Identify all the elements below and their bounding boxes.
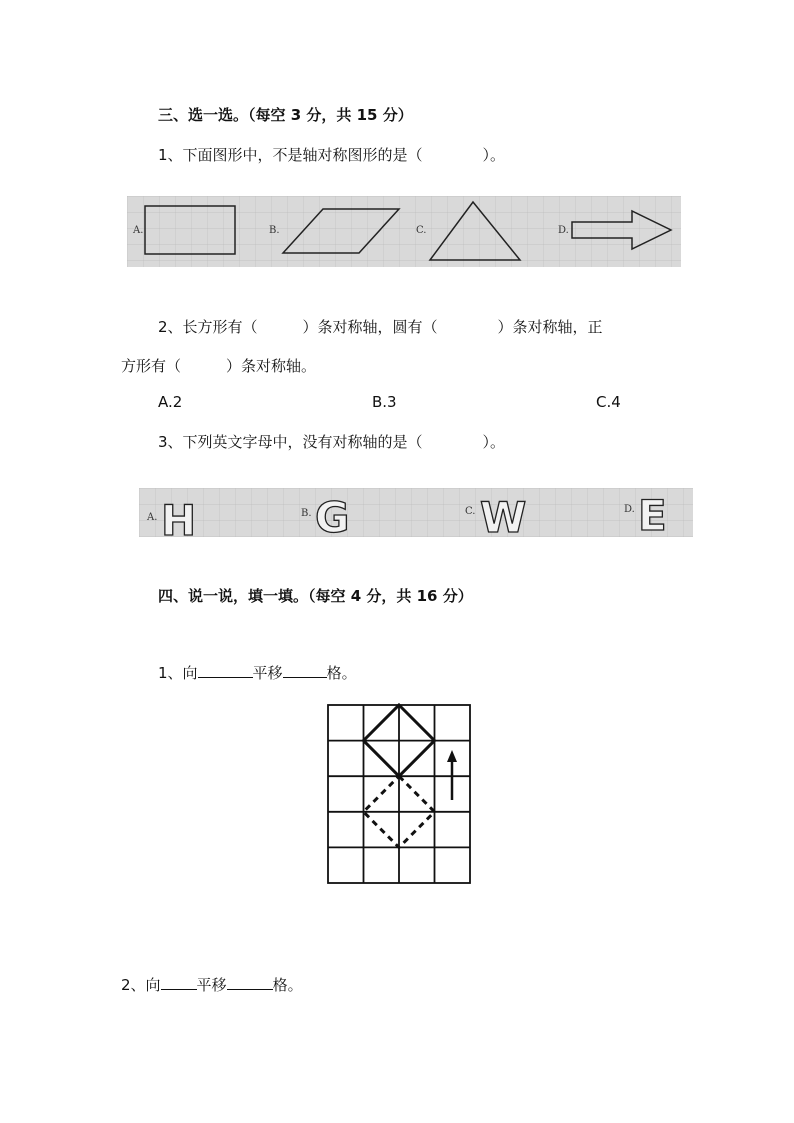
q2-option-a: A.2 <box>158 393 183 411</box>
option-d-label: D. <box>624 504 635 515</box>
option-b-label: B. <box>301 508 312 519</box>
q2-option-c: C.4 <box>596 393 621 411</box>
grid-lines <box>328 705 470 883</box>
s4-q2-suffix: 格。 <box>272 976 303 994</box>
section4-heading: 四、说一说，填一填。（每空 4 分，共 16 分） <box>158 587 473 605</box>
option-c-label: C. <box>416 225 427 236</box>
s4-q1-blank-direction[interactable] <box>198 662 253 678</box>
letter-e: E <box>638 491 667 537</box>
option-c-label: C. <box>465 506 476 517</box>
option-b-label: B. <box>269 225 280 236</box>
letter-h: H <box>161 496 197 537</box>
s4-q2-blank-direction[interactable] <box>161 974 197 990</box>
letter-w: W <box>480 493 527 537</box>
q2-line1: 2、长方形有（ ）条对称轴，圆有（ ）条对称轴，正 <box>158 318 603 336</box>
q3-text: 3、下列英文字母中，没有对称轴的是（ ）。 <box>158 433 506 451</box>
translation-grid-figure <box>318 702 474 886</box>
s4-q2-prefix: 2、向 <box>121 976 161 994</box>
s4-q1-mid: 平移 <box>252 664 283 682</box>
section3-heading: 三、选一选。（每空 3 分，共 15 分） <box>158 106 413 124</box>
s4-q1-blank-count[interactable] <box>283 662 327 678</box>
s4-q1-line <box>158 662 357 683</box>
option-a-label: A. <box>147 512 158 523</box>
up-arrow-icon <box>447 750 457 762</box>
option-a-label: A. <box>133 225 144 236</box>
q1-shapes-photo <box>127 196 681 267</box>
s4-q2-line <box>121 974 303 995</box>
q3-letters-photo <box>139 488 693 537</box>
s4-q1-prefix: 1、向 <box>158 664 198 682</box>
q2-line2: 方形有（ ）条对称轴。 <box>121 357 317 375</box>
q1-text: 1、下面图形中，不是轴对称图形的是（ ）。 <box>158 146 506 164</box>
s4-q2-blank-count[interactable] <box>227 974 273 990</box>
option-d-label: D. <box>558 225 569 236</box>
s4-q1-suffix: 格。 <box>326 664 357 682</box>
q2-option-b: B.3 <box>372 393 397 411</box>
s4-q2-mid: 平移 <box>196 976 227 994</box>
letter-g: G <box>315 493 350 537</box>
